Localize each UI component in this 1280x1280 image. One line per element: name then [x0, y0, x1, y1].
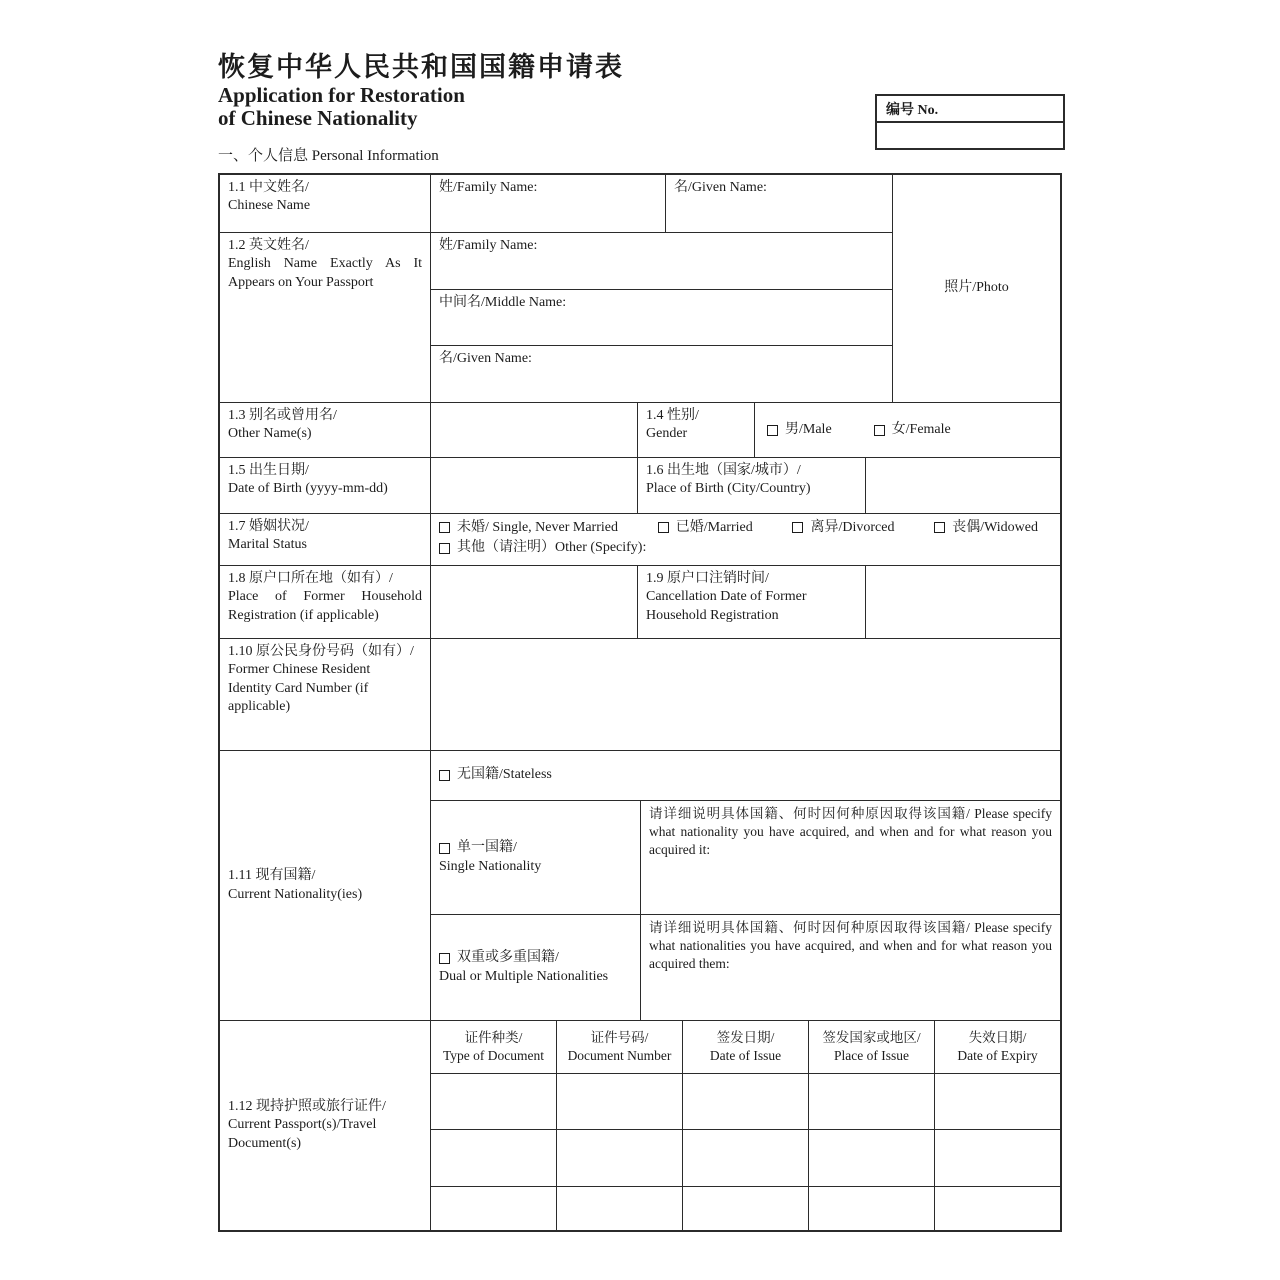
checkbox-single-nationality-line — [439, 839, 632, 857]
label-date-of-birth-zh: 1.5 出生日期/ — [228, 463, 309, 478]
serial-number-box — [875, 94, 1065, 150]
checkbox-marital-other[interactable] — [439, 539, 646, 557]
checkbox-female[interactable] — [874, 421, 951, 439]
header-date-of-expiry — [934, 1021, 1060, 1073]
checkbox-male-label: 男/Male — [785, 421, 832, 437]
label-place-of-birth-en: Place of Birth (City/Country) — [646, 481, 811, 497]
former-id-number-field[interactable] — [430, 639, 1060, 750]
label-current-nationality — [220, 751, 430, 1020]
row-1-3-1-4 — [220, 402, 1060, 457]
dual-nationality-zh: 双重或多重国籍/ — [457, 950, 559, 966]
document-cell[interactable] — [556, 1187, 682, 1230]
checkbox-icon — [792, 522, 803, 533]
header-place-of-issue — [808, 1021, 934, 1073]
header-document-number — [556, 1021, 682, 1073]
document-table-row — [431, 1129, 1060, 1186]
label-current-passports-en: Current Passport(s)/Travel Document(s) — [228, 1117, 377, 1151]
row-1-12 — [220, 1020, 1060, 1230]
checkbox-male[interactable] — [767, 421, 832, 439]
checkbox-single-label: 未婚/ Single, Never Married — [457, 519, 618, 535]
label-chinese-name-en: Chinese Name — [228, 198, 311, 214]
form-title-zh: 恢复中华人民共和国国籍申请表 — [218, 52, 624, 82]
checkbox-single-nationality[interactable] — [431, 801, 640, 914]
checkbox-icon — [439, 843, 450, 854]
label-place-of-birth-zh: 1.6 出生地（国家/城市）/ — [646, 463, 801, 478]
checkbox-dual-nationality-line — [439, 949, 632, 967]
row-name-block — [220, 175, 1060, 402]
document-table-row — [431, 1073, 1060, 1129]
checkbox-marital-other-label: 其他（请注明）Other (Specify): — [457, 540, 647, 556]
place-of-birth-field[interactable] — [865, 458, 1060, 513]
header-document-number-zh: 证件号码/ — [590, 1030, 649, 1046]
chinese-family-name-label: 姓/Family Name: — [439, 180, 538, 195]
checkbox-icon — [767, 425, 778, 436]
header-date-of-issue-en: Date of Issue — [709, 1048, 782, 1063]
photo-label: 照片/Photo — [944, 280, 1009, 296]
label-other-names — [220, 403, 430, 457]
checkbox-divorced[interactable] — [792, 519, 894, 537]
dual-nationality-en: Dual or Multiple Nationalities — [439, 968, 609, 984]
date-of-birth-field[interactable] — [430, 458, 637, 513]
document-cell[interactable] — [682, 1187, 808, 1230]
label-former-id-number-zh: 1.10 原公民身份号码（如有）/ — [228, 644, 414, 659]
nationality-dual-row — [431, 914, 1060, 1020]
header-type-of-document-zh: 证件种类/ — [464, 1030, 523, 1046]
document-table-header-row — [431, 1021, 1060, 1073]
checkbox-icon — [874, 425, 885, 436]
english-family-name-label: 姓/Family Name: — [439, 238, 538, 253]
label-gender — [637, 403, 754, 457]
header-date-of-issue-zh: 签发日期/ — [716, 1030, 775, 1046]
header-date-of-expiry-zh: 失效日期/ — [968, 1030, 1027, 1046]
label-marital-status — [220, 514, 430, 565]
label-date-of-birth-en: Date of Birth (yyyy-mm-dd) — [228, 481, 388, 497]
checkbox-widowed[interactable] — [934, 519, 1038, 537]
label-gender-zh: 1.4 性别/ — [646, 408, 699, 423]
checkbox-icon — [439, 543, 450, 554]
header-type-of-document — [431, 1021, 556, 1073]
label-english-name — [220, 233, 430, 402]
row-1-1 — [220, 175, 892, 232]
nationality-stateless-row — [431, 751, 1060, 800]
chinese-given-name-field[interactable] — [665, 175, 892, 232]
label-other-names-en: Other Name(s) — [228, 426, 312, 442]
header-date-of-issue — [682, 1021, 808, 1073]
checkbox-icon — [934, 522, 945, 533]
header-date-of-expiry-en: Date of Expiry — [957, 1048, 1038, 1063]
label-former-id-number-en: Former Chinese Resident Identity Card Number (if applicable) — [228, 662, 371, 715]
serial-number-field[interactable] — [877, 123, 1063, 148]
label-current-nationality-en: Current Nationality(ies) — [228, 886, 363, 902]
checkbox-single[interactable] — [439, 519, 618, 537]
label-english-name-en: English Name Exactly As It Appears on Your Passport — [228, 256, 422, 290]
chinese-given-name-label: 名/Given Name: — [674, 180, 767, 195]
dual-nationality-note-field[interactable]: 请详细说明具体国籍、何时因何种原因取得该国籍/ Please specify what nationalities you have acquired, and when and for what reason you acquired them: — [640, 915, 1060, 1020]
single-nationality-note-field[interactable]: 请详细说明具体国籍、何时因何种原因取得该国籍/ Please specify what nationality you have acquired, and when and for what reason you acquired it: — [640, 801, 1060, 914]
document-table-row — [431, 1186, 1060, 1230]
english-given-name-field[interactable] — [431, 345, 892, 402]
checkbox-icon — [439, 770, 450, 781]
label-chinese-name-zh: 1.1 中文姓名/ — [228, 180, 309, 195]
document-cell[interactable] — [431, 1130, 556, 1186]
english-given-name-label: 名/Given Name: — [439, 351, 532, 367]
document-cell[interactable] — [556, 1074, 682, 1129]
document-cell[interactable] — [808, 1130, 934, 1186]
header-place-of-issue-en: Place of Issue — [834, 1048, 909, 1063]
label-other-names-zh: 1.3 别名或曾用名/ — [228, 408, 337, 423]
header-type-of-document-en: Type of Document — [442, 1048, 545, 1063]
row-1-5-1-6 — [220, 457, 1060, 513]
label-cancellation-date-zh: 1.9 原户口注销时间/ — [646, 571, 769, 586]
label-former-household-en: Place of Former Household Registration (if applicable) — [228, 589, 422, 623]
row-1-11 — [220, 750, 1060, 1020]
serial-number-label: 编号 No. — [877, 96, 1063, 123]
label-marital-status-en: Marital Status — [228, 537, 307, 553]
document-cell[interactable] — [934, 1187, 1060, 1230]
document-cell[interactable] — [556, 1130, 682, 1186]
row-1-8-1-9 — [220, 565, 1060, 638]
label-current-passports-zh: 1.12 现持护照或旅行证件/ — [228, 1098, 386, 1114]
checkbox-stateless[interactable] — [439, 766, 1052, 784]
document-cell[interactable] — [808, 1187, 934, 1230]
section1-heading: 一、个人信息 Personal Information — [218, 148, 439, 164]
label-former-household — [220, 566, 430, 638]
checkbox-female-label: 女/Female — [891, 421, 951, 437]
photo-cell[interactable] — [892, 175, 1060, 402]
english-family-name-field[interactable] — [431, 233, 892, 289]
label-english-name-zh: 1.2 英文姓名/ — [228, 238, 309, 253]
checkbox-icon — [439, 953, 450, 964]
label-cancellation-date — [637, 566, 865, 638]
row-1-10 — [220, 638, 1060, 750]
label-chinese-name — [220, 175, 430, 232]
form-title-en-line2: of Chinese Nationality — [218, 106, 418, 130]
label-former-id-number — [220, 639, 430, 750]
chinese-family-name-field[interactable] — [430, 175, 665, 232]
checkbox-stateless-label: 无国籍/Stateless — [457, 767, 552, 783]
header-place-of-issue-zh: 签发国家或地区/ — [822, 1030, 921, 1046]
label-current-nationality-zh: 1.11 现有国籍/ — [228, 868, 316, 884]
label-cancellation-date-en: Cancellation Date of Former Household Registration — [646, 589, 807, 623]
former-household-place-field[interactable] — [430, 566, 637, 638]
other-names-field[interactable] — [430, 403, 637, 457]
nationality-single-row — [431, 800, 1060, 914]
personal-info-table — [218, 173, 1062, 1232]
single-nationality-en: Single Nationality — [439, 858, 542, 874]
document-cell[interactable] — [808, 1074, 934, 1129]
label-date-of-birth — [220, 458, 430, 513]
checkbox-widowed-label: 丧偶/Widowed — [952, 519, 1038, 535]
row-1-7 — [220, 513, 1060, 565]
cancellation-date-field[interactable] — [865, 566, 1060, 638]
label-place-of-birth — [637, 458, 865, 513]
checkbox-married-label: 已婚/Married — [675, 519, 753, 535]
form-page — [218, 50, 1062, 1232]
document-cell[interactable] — [431, 1187, 556, 1230]
checkbox-married[interactable] — [658, 519, 753, 537]
single-nationality-zh: 单一国籍/ — [457, 840, 517, 856]
document-cell[interactable] — [934, 1074, 1060, 1129]
document-cell[interactable] — [682, 1130, 808, 1186]
document-cell[interactable] — [934, 1130, 1060, 1186]
document-cell[interactable] — [431, 1074, 556, 1129]
form-title-en-line1: Application for Restoration — [218, 83, 465, 107]
checkbox-dual-nationality[interactable] — [431, 915, 640, 1020]
label-current-passports — [220, 1021, 430, 1230]
document-cell[interactable] — [682, 1074, 808, 1129]
english-middle-name-field[interactable] — [431, 289, 892, 346]
row-1-2 — [220, 232, 892, 402]
checkbox-icon — [439, 522, 450, 533]
header-document-number-en: Document Number — [567, 1048, 672, 1063]
english-middle-name-label: 中间名/Middle Name: — [439, 294, 567, 310]
checkbox-icon — [658, 522, 669, 533]
checkbox-divorced-label: 离异/Divorced — [810, 519, 895, 535]
label-gender-en: Gender — [646, 426, 688, 442]
label-former-household-zh: 1.8 原户口所在地（如有）/ — [228, 571, 393, 586]
label-marital-status-zh: 1.7 婚姻状况/ — [228, 519, 309, 534]
